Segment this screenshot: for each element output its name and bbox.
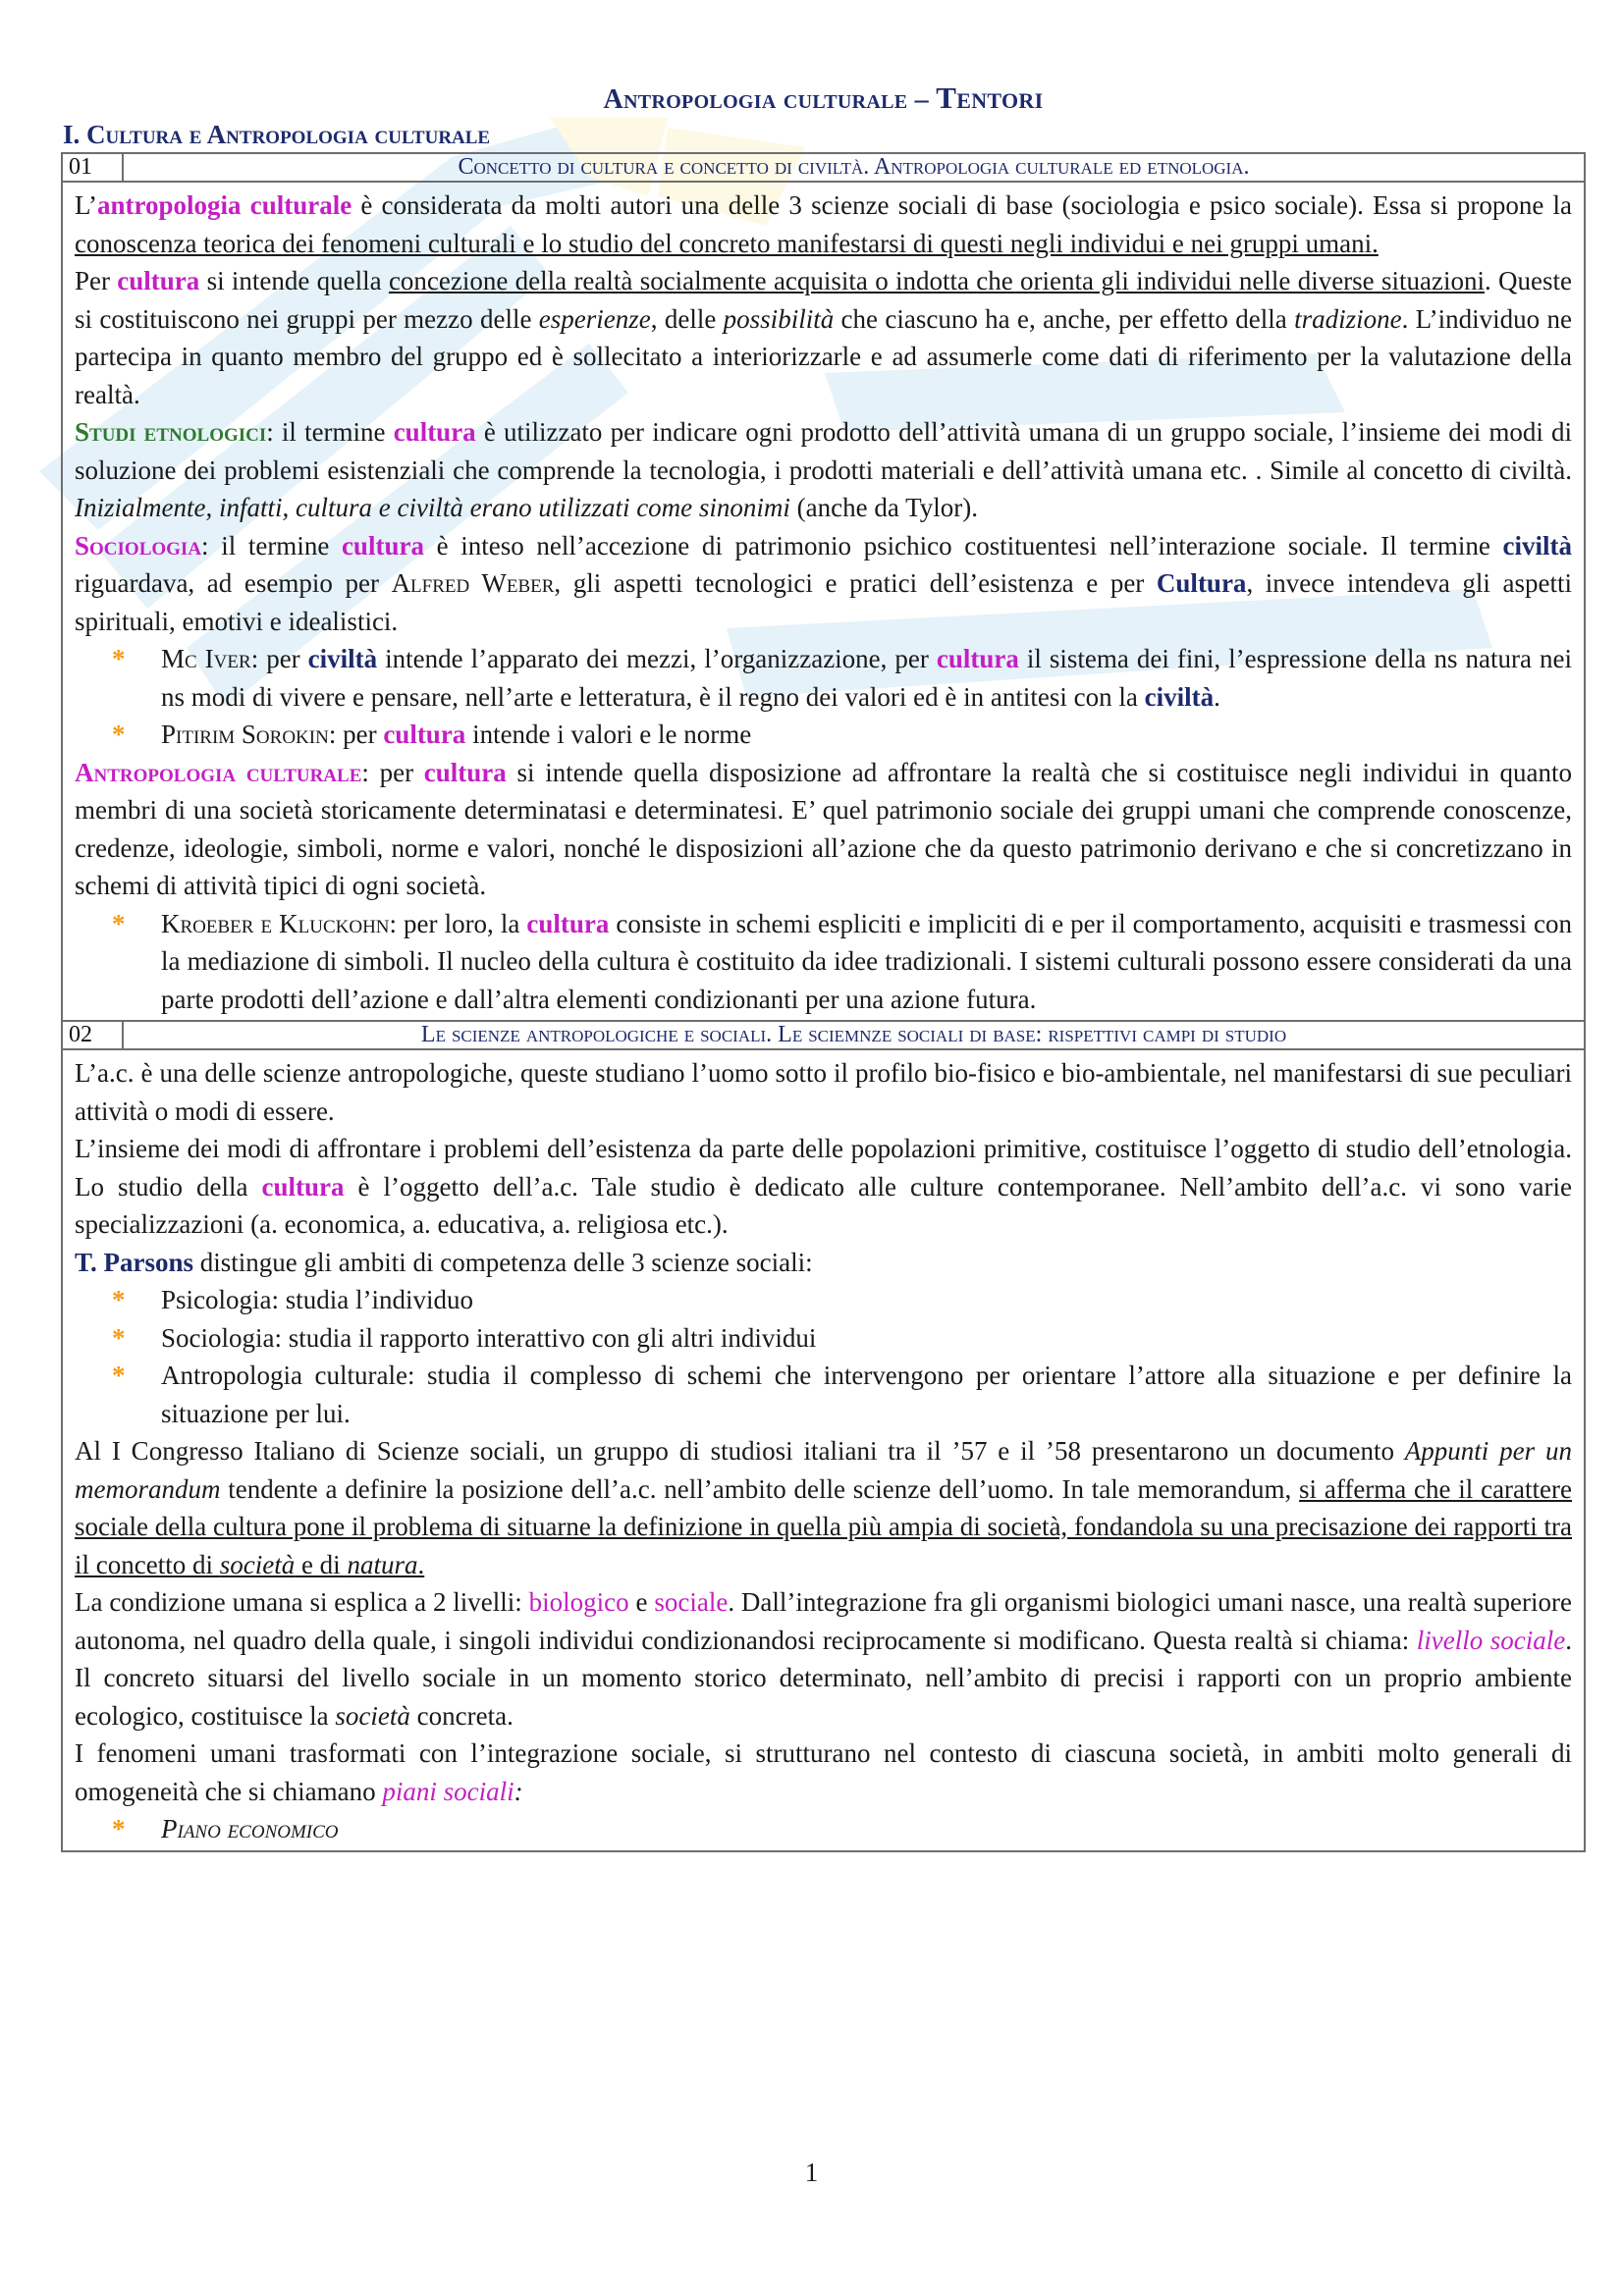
text-run: Al I Congresso Italiano di Scienze sociali, un gruppo di studiosi italiani tra il ’57 e il ’58 presentarono un documento bbox=[75, 1436, 1405, 1466]
text-run: e bbox=[628, 1587, 655, 1617]
list-item bbox=[161, 640, 1572, 716]
page-number: 1 bbox=[804, 2158, 819, 2187]
text-run: . L’individuo ne partecipa in quanto membro del gruppo ed è sollecitato a interiorizzarle e ad assumerle come dati di riferimento per la valutazione della realtà. bbox=[75, 303, 1573, 409]
paragraph bbox=[75, 1432, 1572, 1583]
text-run: è l’oggetto dell’a.c. Tale studio è dedicato alle culture contemporanee. Nell’ambito dell’a.c. vi sono varie specializzazioni (a. economica, a. educativa, a. religiosa etc.). bbox=[75, 1171, 1572, 1239]
section-number: 01 bbox=[62, 153, 123, 182]
text-run: L’insieme dei modi di affrontare i problemi dell’esistenza da parte delle popolazioni primitive, costituisce l’oggetto di studio dell’etnologia. Lo studio della bbox=[75, 1134, 1572, 1201]
section-body bbox=[62, 1049, 1585, 1851]
text-run: distingue gli ambiti di competenza delle 3 scienze sociali: bbox=[193, 1247, 813, 1277]
bullet-list bbox=[75, 1810, 1572, 1848]
italic-text: Inizialmente, infatti, cultura e civiltà erano utilizzati come sinonimi bbox=[75, 493, 790, 522]
title-author: Tentori bbox=[936, 80, 1044, 115]
list-item bbox=[161, 1810, 1572, 1848]
keyword: cultura bbox=[383, 720, 466, 749]
keyword: civiltà bbox=[1502, 530, 1573, 561]
section-body-row bbox=[62, 182, 1585, 1021]
keyword: biologico bbox=[528, 1587, 629, 1617]
text-run: , gli aspetti tecnologici e pratici dell’esistenza e per bbox=[554, 568, 1157, 598]
text-run: . Queste si costituiscono nei gruppi per mezzo delle bbox=[75, 266, 1572, 334]
text-run: il sistema dei fini, l’espressione della ns natura nei ns modi di vivere e pensare, nell’arte e letteratura, è il regno dei valori ed è in antitesi con la bbox=[161, 644, 1573, 712]
author-name: Pitirim Sorokin bbox=[161, 720, 329, 749]
keyword: livello sociale bbox=[1416, 1625, 1566, 1655]
author-name: Kroeber e Kluckohn bbox=[161, 908, 390, 938]
text-run: : per bbox=[250, 644, 308, 673]
text-run: concreta. bbox=[409, 1700, 514, 1731]
label-sociologia: Sociologia bbox=[75, 530, 202, 561]
section-body bbox=[62, 182, 1585, 1021]
text-run: si intende quella disposizione ad affrontare la realtà che si costituisce negli individui in quanto membri di una società storicamente determinatasi e determinatesi. E’ quel patrimonio sociale dei gruppi umani che comprende conoscenze, credenze, ideologie, simboli, norme e valori, nonché le disposizioni all’azione che da questo patrimonio derivano e che si concretizzano in schemi di attività tipici di ogni società. bbox=[75, 757, 1572, 900]
document-title bbox=[61, 80, 1586, 116]
keyword: civiltà bbox=[307, 644, 378, 673]
italic-text: Appunti per un memorandum bbox=[75, 1436, 1572, 1504]
text-run: : per bbox=[361, 757, 424, 787]
italic-text: società bbox=[335, 1700, 410, 1731]
paragraph bbox=[75, 187, 1572, 262]
text-run: e di bbox=[295, 1549, 348, 1579]
label-studi-etnologici: Studi etnologici bbox=[75, 417, 267, 447]
italic-text: tradizione bbox=[1294, 303, 1402, 334]
keyword: cultura bbox=[423, 757, 507, 787]
paragraph bbox=[75, 527, 1572, 641]
list-item bbox=[161, 905, 1572, 1019]
section-title: Le scienze antropologiche e sociali. Le sciemnze sociali di base: rispettivi campi di studio bbox=[123, 1021, 1585, 1049]
text-run: si intende quella bbox=[199, 266, 389, 295]
text-run: La condizione umana si esplica a 2 livelli: bbox=[75, 1587, 529, 1617]
text-run: intende l’apparato dei mezzi, l’organizzazione, per bbox=[377, 644, 937, 673]
text-run: Per bbox=[75, 266, 118, 295]
section-title: Concetto di cultura e concetto di civiltà. Antropologia culturale ed etnologia. bbox=[123, 153, 1585, 182]
paragraph bbox=[75, 413, 1572, 527]
keyword: cultura bbox=[117, 266, 200, 295]
keyword: cultura bbox=[526, 908, 610, 938]
section-body-row bbox=[62, 1049, 1585, 1851]
text-run: consiste in schemi espliciti e impliciti di e per il comportamento, acquisiti e trasmessi con la mediazione di simboli. Il nucleo della cultura è costituito da idee tradizionali. I sistemi culturali possono essere considerati da una parte prodotti dell’azione e dall’altra elementi condizionanti per una azione futura. bbox=[161, 908, 1572, 1014]
text-run: è utilizzato per indicare ogni prodotto dell’attività umana di un gruppo sociale, l’insieme dei modi di soluzione dei problemi esistenziali che comprende la tecnologia, i prodotti materiali e dell’attività umana etc. . Simile al concetto di civiltà. bbox=[75, 417, 1572, 485]
text-run: che ciascuno ha e, anche, per effetto della bbox=[834, 303, 1295, 334]
text-run: , delle bbox=[650, 303, 724, 334]
text-run: I fenomeni umani trasformati con l’integrazione sociale, si strutturano nel contesto di ciascuna società, in ambiti molto generali di omogeneità che si chiamano bbox=[75, 1738, 1572, 1806]
bullet-list bbox=[75, 1281, 1572, 1432]
text-run: si afferma che il carattere sociale della cultura pone il problema di situarne la definizione in quella più ampia di società, fondandola su una precisazione dei rapporti tra il concetto di bbox=[75, 1473, 1572, 1579]
section-header-row bbox=[62, 1021, 1585, 1049]
text-run: : il termine bbox=[201, 530, 342, 561]
italic-text: natura bbox=[347, 1549, 418, 1579]
text-run: . Dall’integrazione fra gli organismi biologici umani nasce, una realtà superiore autonoma, nel quadro della quale, i singoli individui condizionandosi reciprocamente si modificano. Questa realtà si chiama: bbox=[75, 1587, 1573, 1655]
text-run: . bbox=[417, 1549, 425, 1579]
italic-text: società bbox=[219, 1549, 296, 1579]
keyword: piani sociali bbox=[382, 1776, 514, 1806]
list-item: * Antropologia culturale: studia il complesso di schemi che intervengono per orientare l’attore alla situazione e per definire la situazione per lui. bbox=[161, 1357, 1572, 1432]
chapter-heading: I. Cultura e Antropologia culturale bbox=[63, 120, 491, 149]
paragraph bbox=[75, 1735, 1572, 1810]
paragraph bbox=[75, 1244, 1572, 1282]
author-name: Alfred Weber bbox=[391, 568, 555, 598]
text-run: . Il concreto situarsi del livello sociale in un momento storico determinato, nell’ambito di precisi i rapporti con un proprio ambiente ecologico, costituisce la bbox=[75, 1625, 1572, 1731]
label-antropologia-culturale: Antropologia culturale bbox=[75, 757, 362, 787]
title-main: Antropologia culturale – bbox=[603, 84, 937, 115]
keyword: cultura bbox=[936, 644, 1019, 673]
text-run: tendente a definire la posizione dell’a.c. nell’ambito delle scienze dell’uomo. In tale memorandum, bbox=[220, 1473, 1300, 1504]
list-item bbox=[161, 716, 1572, 754]
text-run: riguardava, ad esempio per bbox=[75, 568, 392, 598]
underlined-text: concezione della realtà socialmente acquisita o indotta che orienta gli individui nelle diverse situazioni bbox=[388, 266, 1485, 295]
paragraph bbox=[75, 754, 1572, 905]
italic-text: esperienze bbox=[538, 303, 651, 334]
text-run: intende i valori e le norme bbox=[465, 720, 752, 749]
paragraph bbox=[75, 1583, 1572, 1735]
author-name: Mc Iver bbox=[161, 644, 251, 673]
italic-text: possibilità bbox=[723, 303, 835, 334]
text-run: : per loro, la bbox=[389, 908, 527, 938]
text-run: : per bbox=[328, 720, 384, 749]
text-run: . bbox=[1214, 681, 1220, 712]
document-page bbox=[61, 80, 1586, 1852]
text-run: (anche da Tylor). bbox=[789, 493, 978, 522]
text-run: L’ bbox=[75, 190, 98, 220]
text-run: è inteso nell’accezione di patrimonio psichico costituentesi nell’interazione sociale. Il termine bbox=[423, 530, 1503, 561]
keyword: Cultura bbox=[1156, 568, 1247, 598]
list-item: * Sociologia: studia il rapporto interattivo con gli altri individui bbox=[161, 1319, 1572, 1358]
paragraph bbox=[75, 262, 1572, 413]
keyword: civiltà bbox=[1144, 681, 1215, 712]
bullet-list bbox=[75, 905, 1572, 1019]
text-run: , invece intendeva gli aspetti spirituali, emotivi e idealistici. bbox=[75, 568, 1573, 636]
keyword: sociale bbox=[654, 1587, 729, 1617]
text-run: : il termine bbox=[266, 417, 394, 447]
keyword: cultura bbox=[393, 417, 476, 447]
paragraph: L’a.c. è una delle scienze antropologiche, queste studiano l’uomo sotto il profilo bio-fisico e bio-ambientale, nel manifestarsi di sue peculiari attività o modi di essere. bbox=[75, 1058, 1572, 1126]
section-number: 02 bbox=[62, 1021, 123, 1049]
piano-label: Piano economico bbox=[161, 1814, 339, 1843]
bullet-list bbox=[75, 640, 1572, 754]
notes-table bbox=[61, 152, 1586, 1852]
keyword: cultura bbox=[341, 530, 424, 561]
text-run: è considerata da molti autori una delle 3 scienze sociali di base (sociologia e psico sociale). Essa si propone la bbox=[352, 190, 1572, 220]
section-header-row bbox=[62, 153, 1585, 182]
author-name: T. Parsons bbox=[75, 1247, 194, 1277]
text-run: : bbox=[514, 1776, 523, 1806]
underlined-text: conoscenza teorica dei fenomeni culturali e lo studio del concreto manifestarsi di questi negli individui e nei gruppi umani. bbox=[75, 228, 1379, 258]
keyword: antropologia culturale bbox=[97, 190, 352, 220]
paragraph bbox=[75, 1130, 1572, 1244]
keyword: cultura bbox=[261, 1171, 345, 1201]
list-item: * Psicologia: studia l’individuo bbox=[161, 1281, 1572, 1319]
